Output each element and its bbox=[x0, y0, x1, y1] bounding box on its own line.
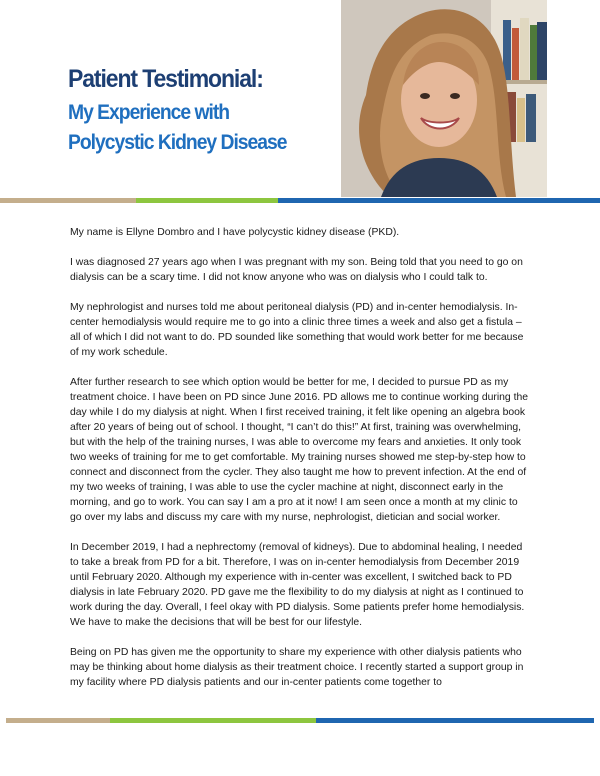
paragraph: My nephrologist and nurses told me about peritoneal dialysis (PD) and in-center hemodialysis. In-center hemodialysis would require me to go into a clinic three times a week and also get a fistula – all of which I did not want to do. PD sounded like something that would work better for me because of my work schedule. bbox=[70, 302, 524, 358]
stripe-tan-segment bbox=[0, 198, 136, 203]
stripe-tan-segment bbox=[6, 718, 110, 723]
paragraph: After further research to see which option would be better for me, I decided to pursue PD as my treatment choice. I have been on PD since June 2016. PD allows me to continue working during the day while I do my dialysis at night. When I first received training, it felt like opening an algebra book after 20 years of being out of school. I thought, “I can’t do this!” At first, training was overwhelming, but with the help of the training nurses, I was able to overcome my fears and anxieties. It only took two weeks of training for me to get comfortable. My training nurses showed me step-by-step how to connect and disconnect from the cycler. They also taught me how to prevent infection. At the end of my two weeks of training, I was able to use the cycler machine at night, disconnect early in the morning, and go to work. You can say I am a pro at it now! I am seen once a month at my clinic to go over my labs and discuss my care with my nurse, nephrologist, dietician and social worker. bbox=[70, 377, 529, 523]
top-divider-stripe bbox=[0, 198, 600, 203]
bottom-divider-stripe bbox=[6, 718, 594, 723]
stripe-blue-segment bbox=[278, 198, 600, 203]
stripe-green-segment bbox=[110, 718, 316, 723]
patient-photo bbox=[341, 0, 547, 197]
page-subtitle: My Experience with Polycystic Kidney Disease bbox=[68, 101, 287, 154]
paragraph: I was diagnosed 27 years ago when I was pregnant with my son. Being told that you need to go on dialysis can be a scary time. I did not know anyone who was on dialysis who I could talk to. bbox=[70, 257, 523, 283]
stripe-green-segment bbox=[136, 198, 278, 203]
testimonial-body bbox=[70, 225, 532, 705]
paragraph: Being on PD has given me the opportunity to share my experience with other dialysis patients who may be thinking about home dialysis as their treatment choice. I recently started a support group in my facility where PD dialysis patients and our in-center patients come together to bbox=[70, 647, 524, 688]
title-block bbox=[68, 64, 336, 158]
stripe-blue-segment bbox=[316, 718, 594, 723]
paragraph: My name is Ellyne Dombro and I have polycystic kidney disease (PKD). bbox=[70, 227, 400, 238]
page-title: Patient Testimonial: bbox=[68, 65, 263, 93]
paragraph: In December 2019, I had a nephrectomy (removal of kidneys). Due to abdominal healing, I needed to take a break from PD for a bit. Therefore, I was on in-center hemodialysis from December 2019 until February 2020. Although my experience with in-center was excellent, I switched back to PD dialysis in late February 2020. PD gave me the flexibility to do my dialysis at night as I continued to work during the day. Overall, I feel okay with PD dialysis. Some patients prefer home hemodialysis. We have to make the decisions that will be best for our lifestyle. bbox=[70, 542, 525, 628]
